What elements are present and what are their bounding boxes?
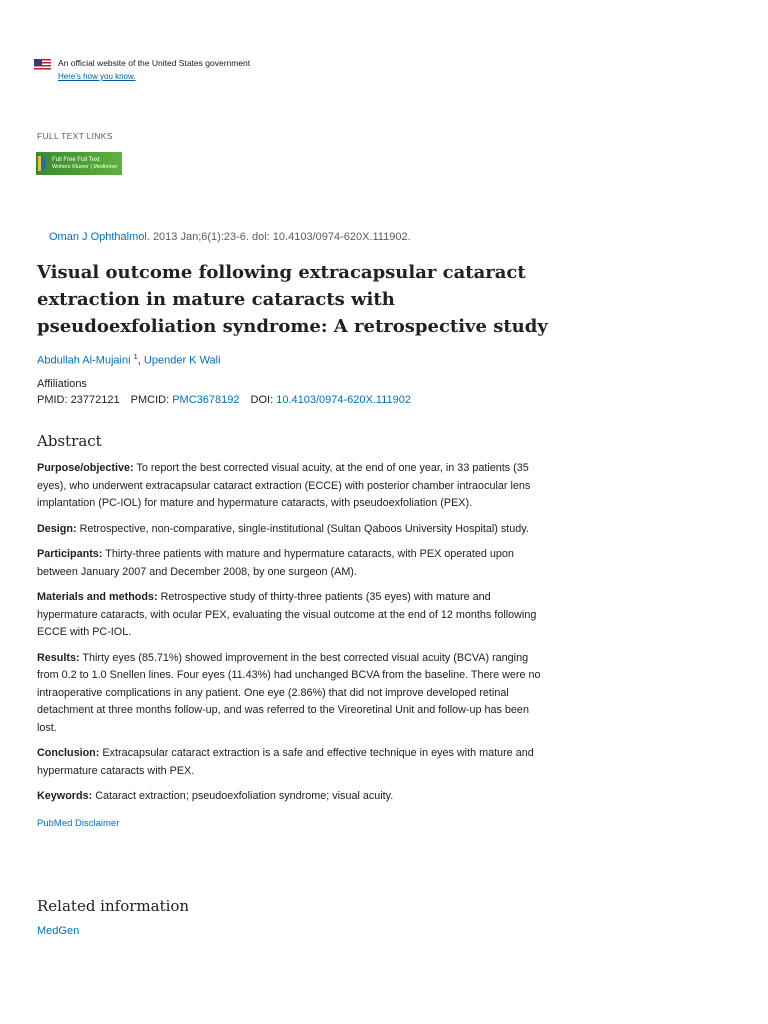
how-you-know-link[interactable]: Here's how you know. — [58, 72, 136, 81]
citation — [49, 231, 411, 243]
pmid-value: 23772121 — [70, 394, 120, 406]
section-text: Extracapsular cataract extraction is a safe and effective technique in eyes with mature and hypermature cataracts with PEX. — [37, 747, 534, 777]
abstract-paragraph — [37, 460, 549, 513]
citation-details: 2013 Jan;6(1):23-6. doi: 10.4103/0974-620X.111902. — [152, 231, 411, 243]
section-text: Thirty-three patients with mature and hypermature cataracts, with PEX operated upon between January 2007 and December 2008, by one surgeon (AM). — [37, 548, 514, 578]
related-information-section — [37, 897, 189, 937]
free-full-text-logo-link[interactable] — [36, 152, 122, 175]
abstract-section — [37, 432, 549, 829]
full-text-links-label: FULL TEXT LINKS — [37, 131, 113, 141]
logo-line-2: Wolters Kluwer | Medknow — [52, 163, 117, 170]
pmcid-link[interactable]: PMC3678192 — [172, 394, 240, 406]
abstract-heading: Abstract — [37, 432, 102, 450]
section-label: Conclusion: — [37, 747, 100, 759]
section-label: Purpose/objective: — [37, 462, 134, 474]
author-link[interactable]: Abdullah Al-Mujaini — [37, 354, 131, 367]
author-separator: , — [137, 354, 144, 367]
medgen-link[interactable]: MedGen — [37, 925, 80, 937]
section-label: Materials and methods: — [37, 591, 158, 603]
author-list — [37, 352, 221, 367]
abstract-paragraph — [37, 521, 549, 539]
abstract-paragraph — [37, 589, 549, 642]
abstract-paragraph — [37, 650, 549, 738]
doi-link[interactable]: 10.4103/0974-620X.111902 — [276, 394, 412, 406]
keywords — [37, 788, 549, 806]
medknow-logo-icon — [36, 152, 47, 175]
identifiers — [37, 394, 411, 406]
author-link[interactable]: Upender K Wali — [143, 354, 221, 367]
abstract-paragraph — [37, 745, 549, 780]
keywords-label: Keywords: — [37, 790, 93, 802]
affiliation-marker[interactable]: 1 — [133, 352, 138, 361]
doi-label: DOI: — [250, 394, 274, 406]
gov-banner — [34, 57, 250, 83]
us-flag-icon — [34, 59, 51, 71]
article-title: Visual outcome following extracapsular cataract extraction in mature cataracts with pseudoexfoliation syndrome: A retrospective study — [37, 262, 548, 337]
gov-official-text: An official website of the United States government — [58, 58, 251, 68]
pubmed-disclaimer-link[interactable]: PubMed Disclaimer — [37, 817, 120, 829]
affiliations-toggle[interactable]: Affiliations — [37, 378, 87, 390]
section-text: Retrospective study of thirty-three patients (35 eyes) with mature and hypermature cataracts, with ocular PEX, evaluating the visual outcome at the end of 12 months following ECCE with PC-IOL. — [37, 591, 537, 638]
section-text: Thirty eyes (85.71%) showed improvement in the best corrected visual acuity (BCVA) ranging from 0.2 to 1.0 Snellen lines. Four eyes (11.43%) had unchanged BCVA from the baseline. There were no intraoperative complications in any patient. One eye (2.86%) that did not improve developed retinal detachment at three months follow-up, and was referred to the Vireoretinal Unit and follow-up has been lost. — [37, 651, 541, 734]
section-label: Design: — [37, 522, 77, 535]
section-label: Participants: — [37, 548, 103, 560]
pmcid-label: PMCID: — [130, 394, 170, 406]
section-label: Results: — [37, 651, 80, 664]
abstract-paragraph — [37, 546, 549, 581]
journal-link[interactable]: Oman J Ophthalmol. — [49, 231, 150, 243]
logo-line-1: Full Free Full Text — [52, 156, 100, 163]
pmid-label: PMID: — [37, 394, 68, 406]
keywords-text: Cataract extraction; pseudoexfoliation syndrome; visual acuity. — [95, 790, 394, 802]
section-text: Retrospective, non-comparative, single-institutional (Sultan Qaboos University Hospital) study. — [79, 522, 529, 535]
section-text: To report the best corrected visual acuity, at the end of one year, in 33 patients (35 eyes), who underwent extracapsular cataract extraction (ECCE) with posterior chamber intraocular lens implantation (PC-IOL) for mature and hypermature cataracts, with pseudoexfoliation (PEX). — [37, 462, 531, 509]
related-heading: Related information — [37, 897, 190, 915]
